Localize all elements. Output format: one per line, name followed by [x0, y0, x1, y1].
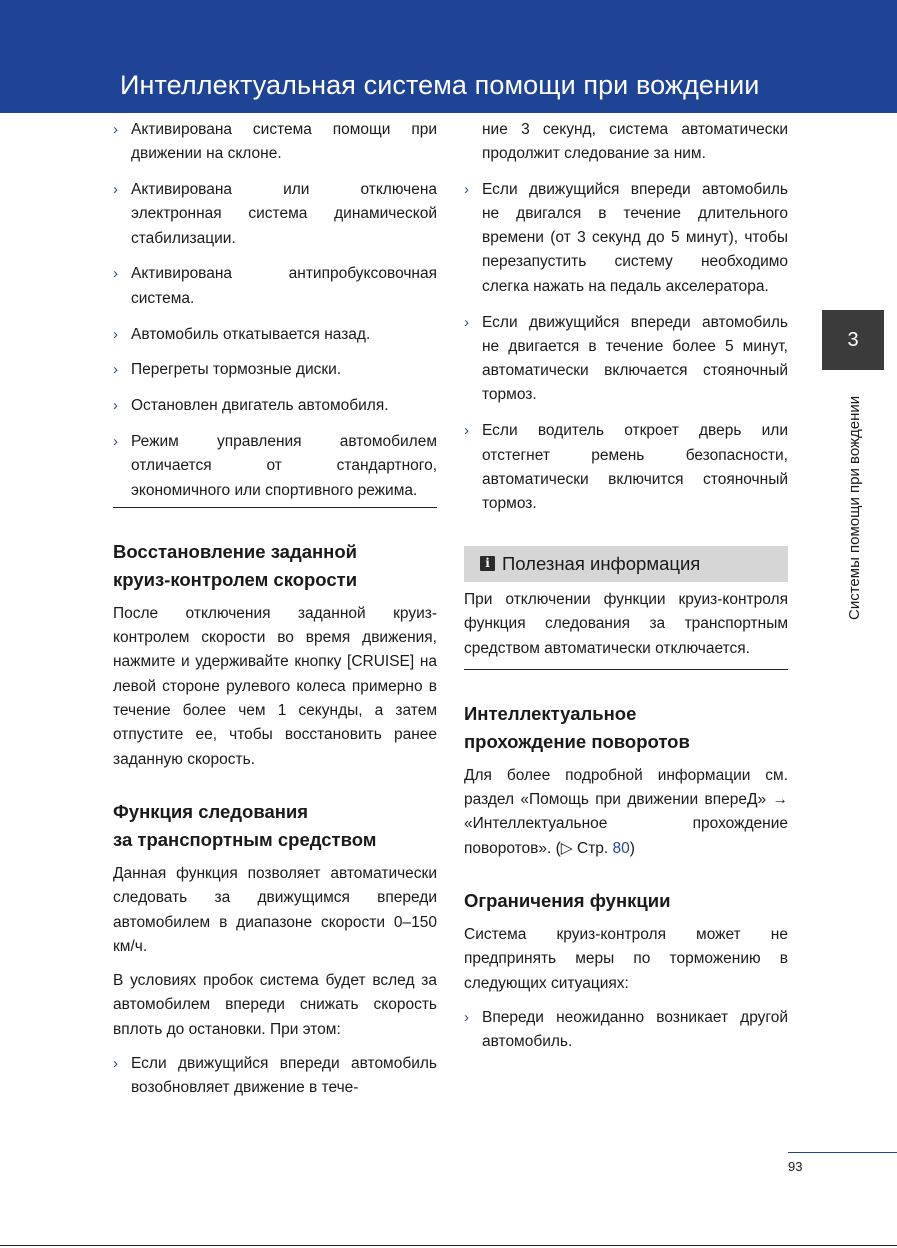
list-item: › Остановлен двигатель автомобиля.: [113, 394, 437, 418]
paragraph-continued: ние 3 секунд, система автоматически продолжит следование за ним.: [482, 121, 788, 163]
list-item: › Режим управления автомобилем отличается от стандартного, экономичного или спортивного режима.: [113, 430, 437, 503]
section-heading-limitations: Ограничения функции: [464, 890, 671, 912]
chevron-right-icon: ›: [464, 180, 469, 198]
list-item: › Если движущийся впереди автомобиль возобновляет движение в тече-: [113, 1052, 437, 1101]
section-heading-intelligent-cornering: Интеллектуальное прохождение поворотов: [464, 702, 690, 752]
list-item: › Активирована или отключена электронная система динамической стабилизации.: [113, 178, 437, 251]
list-item: › Если движущийся впереди автомобиль не двигался в течение длительного времени (от 3 секунд до 5 минут), чтобы перезапустить систему необходимо слегка нажать на педаль акселератора.: [464, 178, 788, 299]
section-heading-follow-function: Функция следования за транспортным средством: [113, 800, 377, 850]
chapter-tab: 3: [822, 310, 884, 370]
info-text: При отключении функции круиз-контроля функция следования за транспортным средством автоматически отключается.: [464, 590, 788, 657]
list-item: › Активирована система помощи при движении на склоне.: [113, 118, 437, 167]
left-column: [113, 118, 437, 1112]
chevron-right-icon: ›: [113, 121, 118, 138]
chevron-right-icon: ›: [113, 181, 118, 199]
chevron-right-icon: ›: [113, 1055, 118, 1073]
chevron-right-icon: ›: [464, 313, 469, 331]
paragraph: Для более подробной информации см. раздел «Помощь при движении впереД» → «Интеллектуальное прохождение поворотов». (▷ Стр. 80): [464, 766, 788, 857]
section-heading-resume-speed: Восстановление заданной круиз-контролем скорости: [113, 540, 358, 590]
limitations-list: [464, 1006, 788, 1055]
page-title: Интеллектуальная система помощи при вождении: [120, 70, 760, 100]
page-reference-link[interactable]: 80: [612, 839, 630, 857]
info-icon: i: [480, 556, 495, 571]
list-item: › Активирована антипробуксовочная система.: [113, 262, 437, 311]
footer-rule: [788, 1152, 897, 1153]
follow-list: [113, 1052, 437, 1101]
list-item: › Если движущийся впереди автомобиль не двигается в течение более 5 минут, автоматически включается стояночный тормоз.: [464, 311, 788, 408]
list-item: › Если водитель откроет дверь или отстегнет ремень безопасности, автоматически включится стояночный тормоз.: [464, 419, 788, 516]
chevron-right-icon: ›: [464, 422, 469, 440]
info-box-header: i Полезная информация: [464, 546, 788, 582]
paragraph: Данная функция позволяет автоматически следовать за движущимся впереди автомобилем в диапазоне скорости 0–150 км/ч.: [113, 864, 437, 955]
chevron-right-icon: ›: [113, 432, 118, 450]
paragraph: После отключения заданной круиз-контролем скорости во время движения, нажмите и удерживайте кнопку [CRUISE] на левой стороне рулевого колеса примерно в течение более чем 1 секунды, а затем отпустите ее, чтобы восстановить ранее заданную скорость.: [113, 604, 437, 768]
paragraph: Система круиз-контроля может не предпринять меры по торможению в следующих ситуациях:: [464, 926, 788, 992]
chevron-right-icon: ›: [113, 265, 118, 283]
page-header: [0, 0, 897, 113]
right-column: [464, 118, 788, 1066]
chapter-label: Системы помощи при вождении: [846, 395, 863, 620]
conditions-list: [113, 118, 437, 503]
list-item: › Впереди неожиданно возникает другой автомобиль.: [464, 1006, 788, 1055]
chevron-right-icon: ›: [113, 361, 118, 379]
list-item: › Перегреты тормозные диски.: [113, 358, 437, 382]
chevron-right-icon: ›: [113, 325, 118, 343]
bottom-border: [0, 1245, 897, 1246]
page-number: 93: [788, 1159, 803, 1174]
follow-conditions-list: [464, 178, 788, 517]
paragraph: В условиях пробок система будет вслед за автомобилем впереди снижать скорость вплоть до остановки. При этом:: [113, 972, 437, 1038]
chevron-right-icon: ›: [464, 1008, 469, 1026]
list-item: › Автомобиль откатывается назад.: [113, 323, 437, 347]
chevron-right-icon: ›: [113, 397, 118, 415]
